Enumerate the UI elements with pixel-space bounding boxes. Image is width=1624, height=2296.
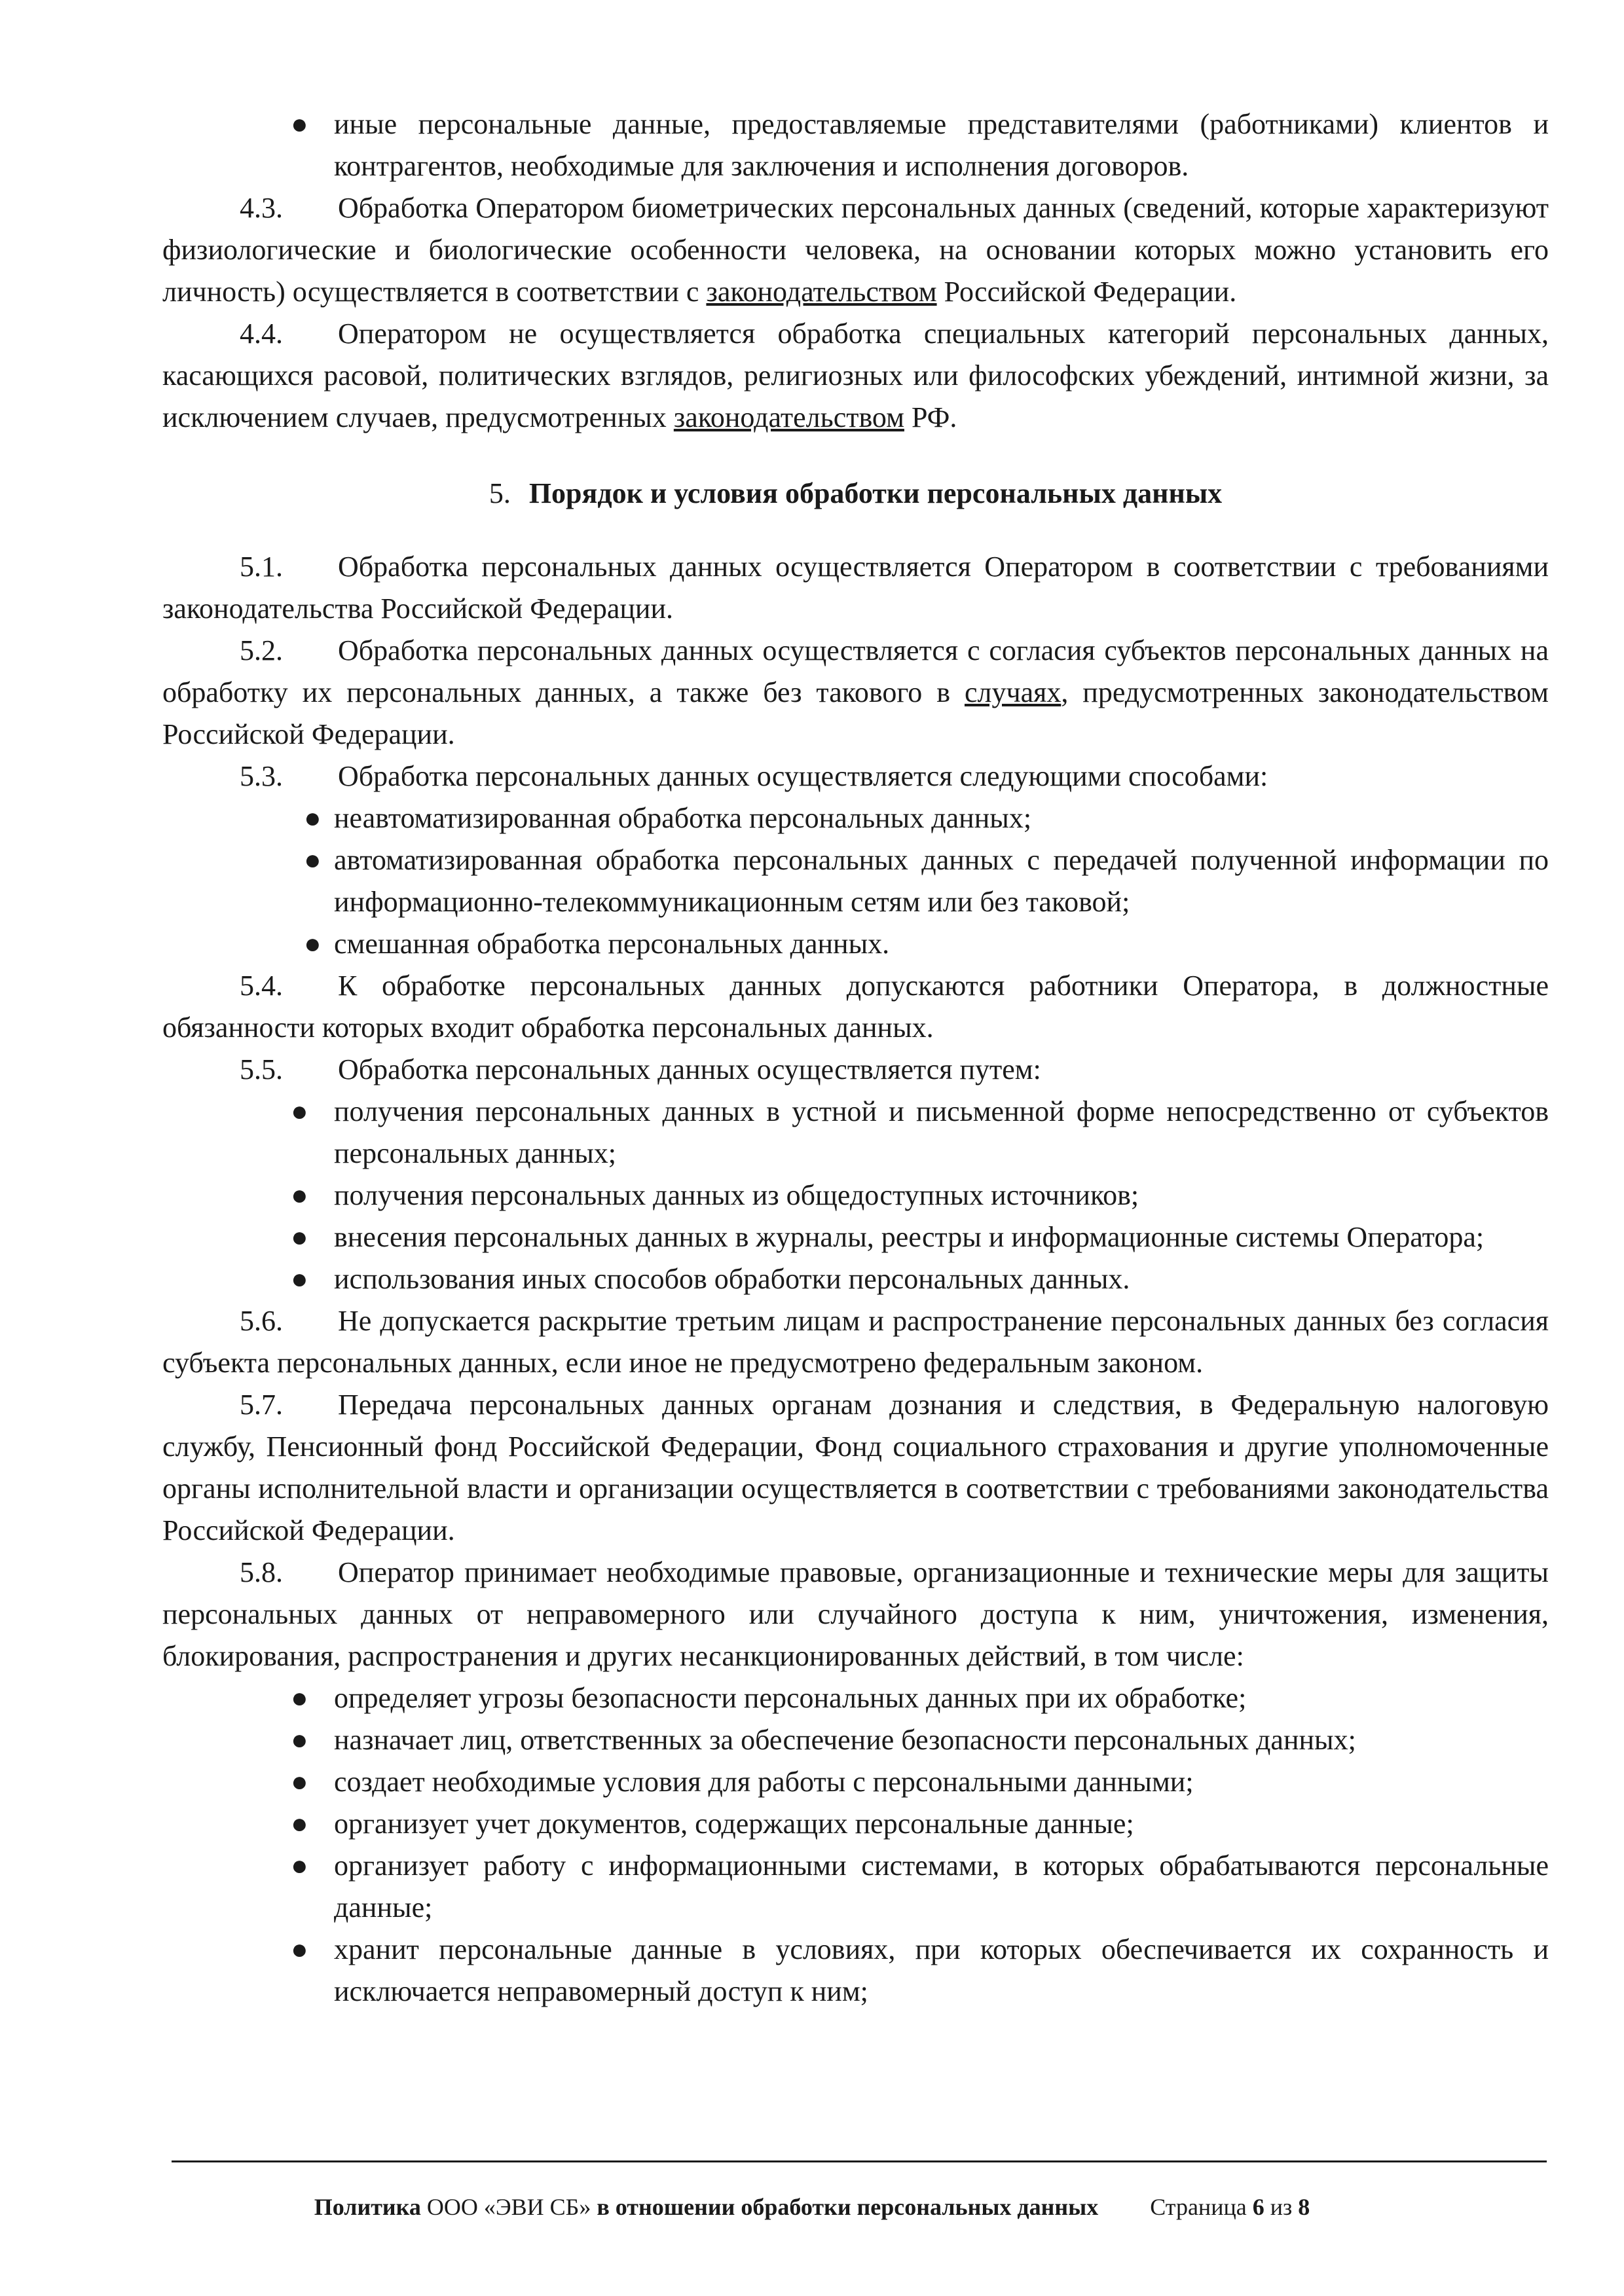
bullet-list-5-3 (162, 797, 1549, 965)
list-item: ● создает необходимые условия для работы с персональными данными; (162, 1761, 1549, 1803)
bullet-icon: ● (291, 1221, 308, 1253)
bullet-icon: ● (291, 108, 308, 140)
document-body (162, 103, 1549, 2013)
bullet-list-5-8 (162, 1677, 1549, 2013)
clause-5-8: 5.8. Оператор принимает необходимые правовые, организационные и технические меры для защиты персональных данных от неправомерного или случайного доступа к ним, уничтожения, изменения, блокирования, распространения и других несанкционированных действий, в том числе: (162, 1556, 1549, 1672)
page-total: 8 (1298, 2194, 1310, 2220)
bullet-icon: ● (291, 1095, 308, 1127)
section-5-heading: 5. Порядок и условия обработки персональных данных (489, 477, 1223, 509)
list-item: ● определяет угрозы безопасности персональных данных при их обработке; (162, 1677, 1549, 1719)
clause-5-7: 5.7. Передача персональных данных органам дознания и следствия, в Федеральную налоговую службу, Пенсионный фонд Российской Федерации, Фонд социального страхования и другие уполномоченные органы исполнительной власти и организации осуществляется в соответствии с требованиями законодательства Российской Федерации. (162, 1389, 1549, 1546)
bullet-icon: ● (291, 1766, 308, 1798)
list-item: ● неавтоматизированная обработка персональных данных; (162, 797, 1549, 839)
footer-divider (172, 2160, 1547, 2162)
list-item: ● организует учет документов, содержащих персональные данные; (162, 1803, 1549, 1845)
bullet-icon: ● (291, 1263, 308, 1295)
bullet-icon: ● (291, 1179, 308, 1211)
list-item: ● организует работу с информационными системами, в которых обрабатываются персональные данные; (162, 1845, 1549, 1929)
bullet-list-top (162, 103, 1549, 187)
bullet-list-5-5 (162, 1091, 1549, 1300)
page-label: Страница (1150, 2194, 1247, 2220)
bullet-icon: ● (291, 1850, 308, 1882)
clause-4-3: 4.3. Обработка Оператором биометрических персональных данных (сведений, которые характеризуют физиологические и биологические особенности человека, на основании которых можно установить его личность) осуществляется в соответствии с законодательством Российской Федерации. (162, 192, 1549, 308)
legislation-link[interactable]: законодательством (706, 276, 937, 308)
list-item: ● автоматизированная обработка персональных данных с передачей полученной информации по информационно-телекоммуникационным сетям или без таковой; (162, 839, 1549, 923)
clause-4-4: 4.4. Оператором не осуществляется обработка специальных категорий персональных данных, касающихся расовой, политических взглядов, религиозных или философских убеждений, интимной жизни, за исключением случаев, предусмотренных законодательством РФ. (162, 318, 1549, 433)
bullet-icon: ● (304, 802, 322, 834)
legislation-link[interactable]: законодательством (673, 401, 904, 433)
bullet-icon: ● (291, 1808, 308, 1840)
list-item: ● иные персональные данные, предоставляемые представителями (работниками) клиентов и контрагентов, необходимые для заключения и исполнения договоров. (162, 103, 1549, 187)
clause-5-4: 5.4. К обработке персональных данных допускаются работники Оператора, в должностные обязанности которых входит обработка персональных данных. (162, 970, 1549, 1044)
clause-5-6: 5.6. Не допускается раскрытие третьим лицам и распространение персональных данных без согласия субъекта персональных данных, если иное не предусмотрено федеральным законом. (162, 1305, 1549, 1379)
list-item: ● использования иных способов обработки персональных данных. (162, 1258, 1549, 1300)
list-item: ● получения персональных данных из общедоступных источников; (162, 1175, 1549, 1216)
bullet-icon: ● (291, 1682, 308, 1714)
page-footer: Политика ООО «ЭВИ СБ» в отношении обработки персональных данных Страница 6 из 8 (314, 2194, 1310, 2220)
clause-5-2: 5.2. Обработка персональных данных осуществляется с согласия субъектов персональных данных на обработку их персональных данных, а также без такового в случаях, предусмотренных законодательством Российской Федерации. (162, 634, 1549, 750)
bullet-icon: ● (291, 1724, 308, 1756)
list-item: ● получения персональных данных в устной и письменной форме непосредственно от субъектов персональных данных; (162, 1091, 1549, 1175)
bullet-icon: ● (304, 844, 322, 876)
page-number: 6 (1252, 2194, 1264, 2220)
clause-5-3: 5.3. Обработка персональных данных осуществляется следующими способами: (240, 760, 1268, 792)
list-item: ● внесения персональных данных в журналы, реестры и информационные системы Оператора; (162, 1216, 1549, 1258)
bullet-icon: ● (304, 928, 322, 960)
clause-5-1: 5.1. Обработка персональных данных осуществляется Оператором в соответствии с требованиями законодательства Российской Федерации. (162, 551, 1549, 625)
clause-5-5: 5.5. Обработка персональных данных осуществляется путем: (240, 1053, 1041, 1085)
cases-link[interactable]: случаях (964, 676, 1061, 708)
list-item: ● назначает лиц, ответственных за обеспечение безопасности персональных данных; (162, 1719, 1549, 1761)
bullet-icon: ● (291, 1933, 308, 1965)
list-item: ● хранит персональные данные в условиях, при которых обеспечивается их сохранность и исключается неправомерный доступ к ним; (162, 1929, 1549, 2013)
list-item: ● смешанная обработка персональных данных. (162, 923, 1549, 965)
